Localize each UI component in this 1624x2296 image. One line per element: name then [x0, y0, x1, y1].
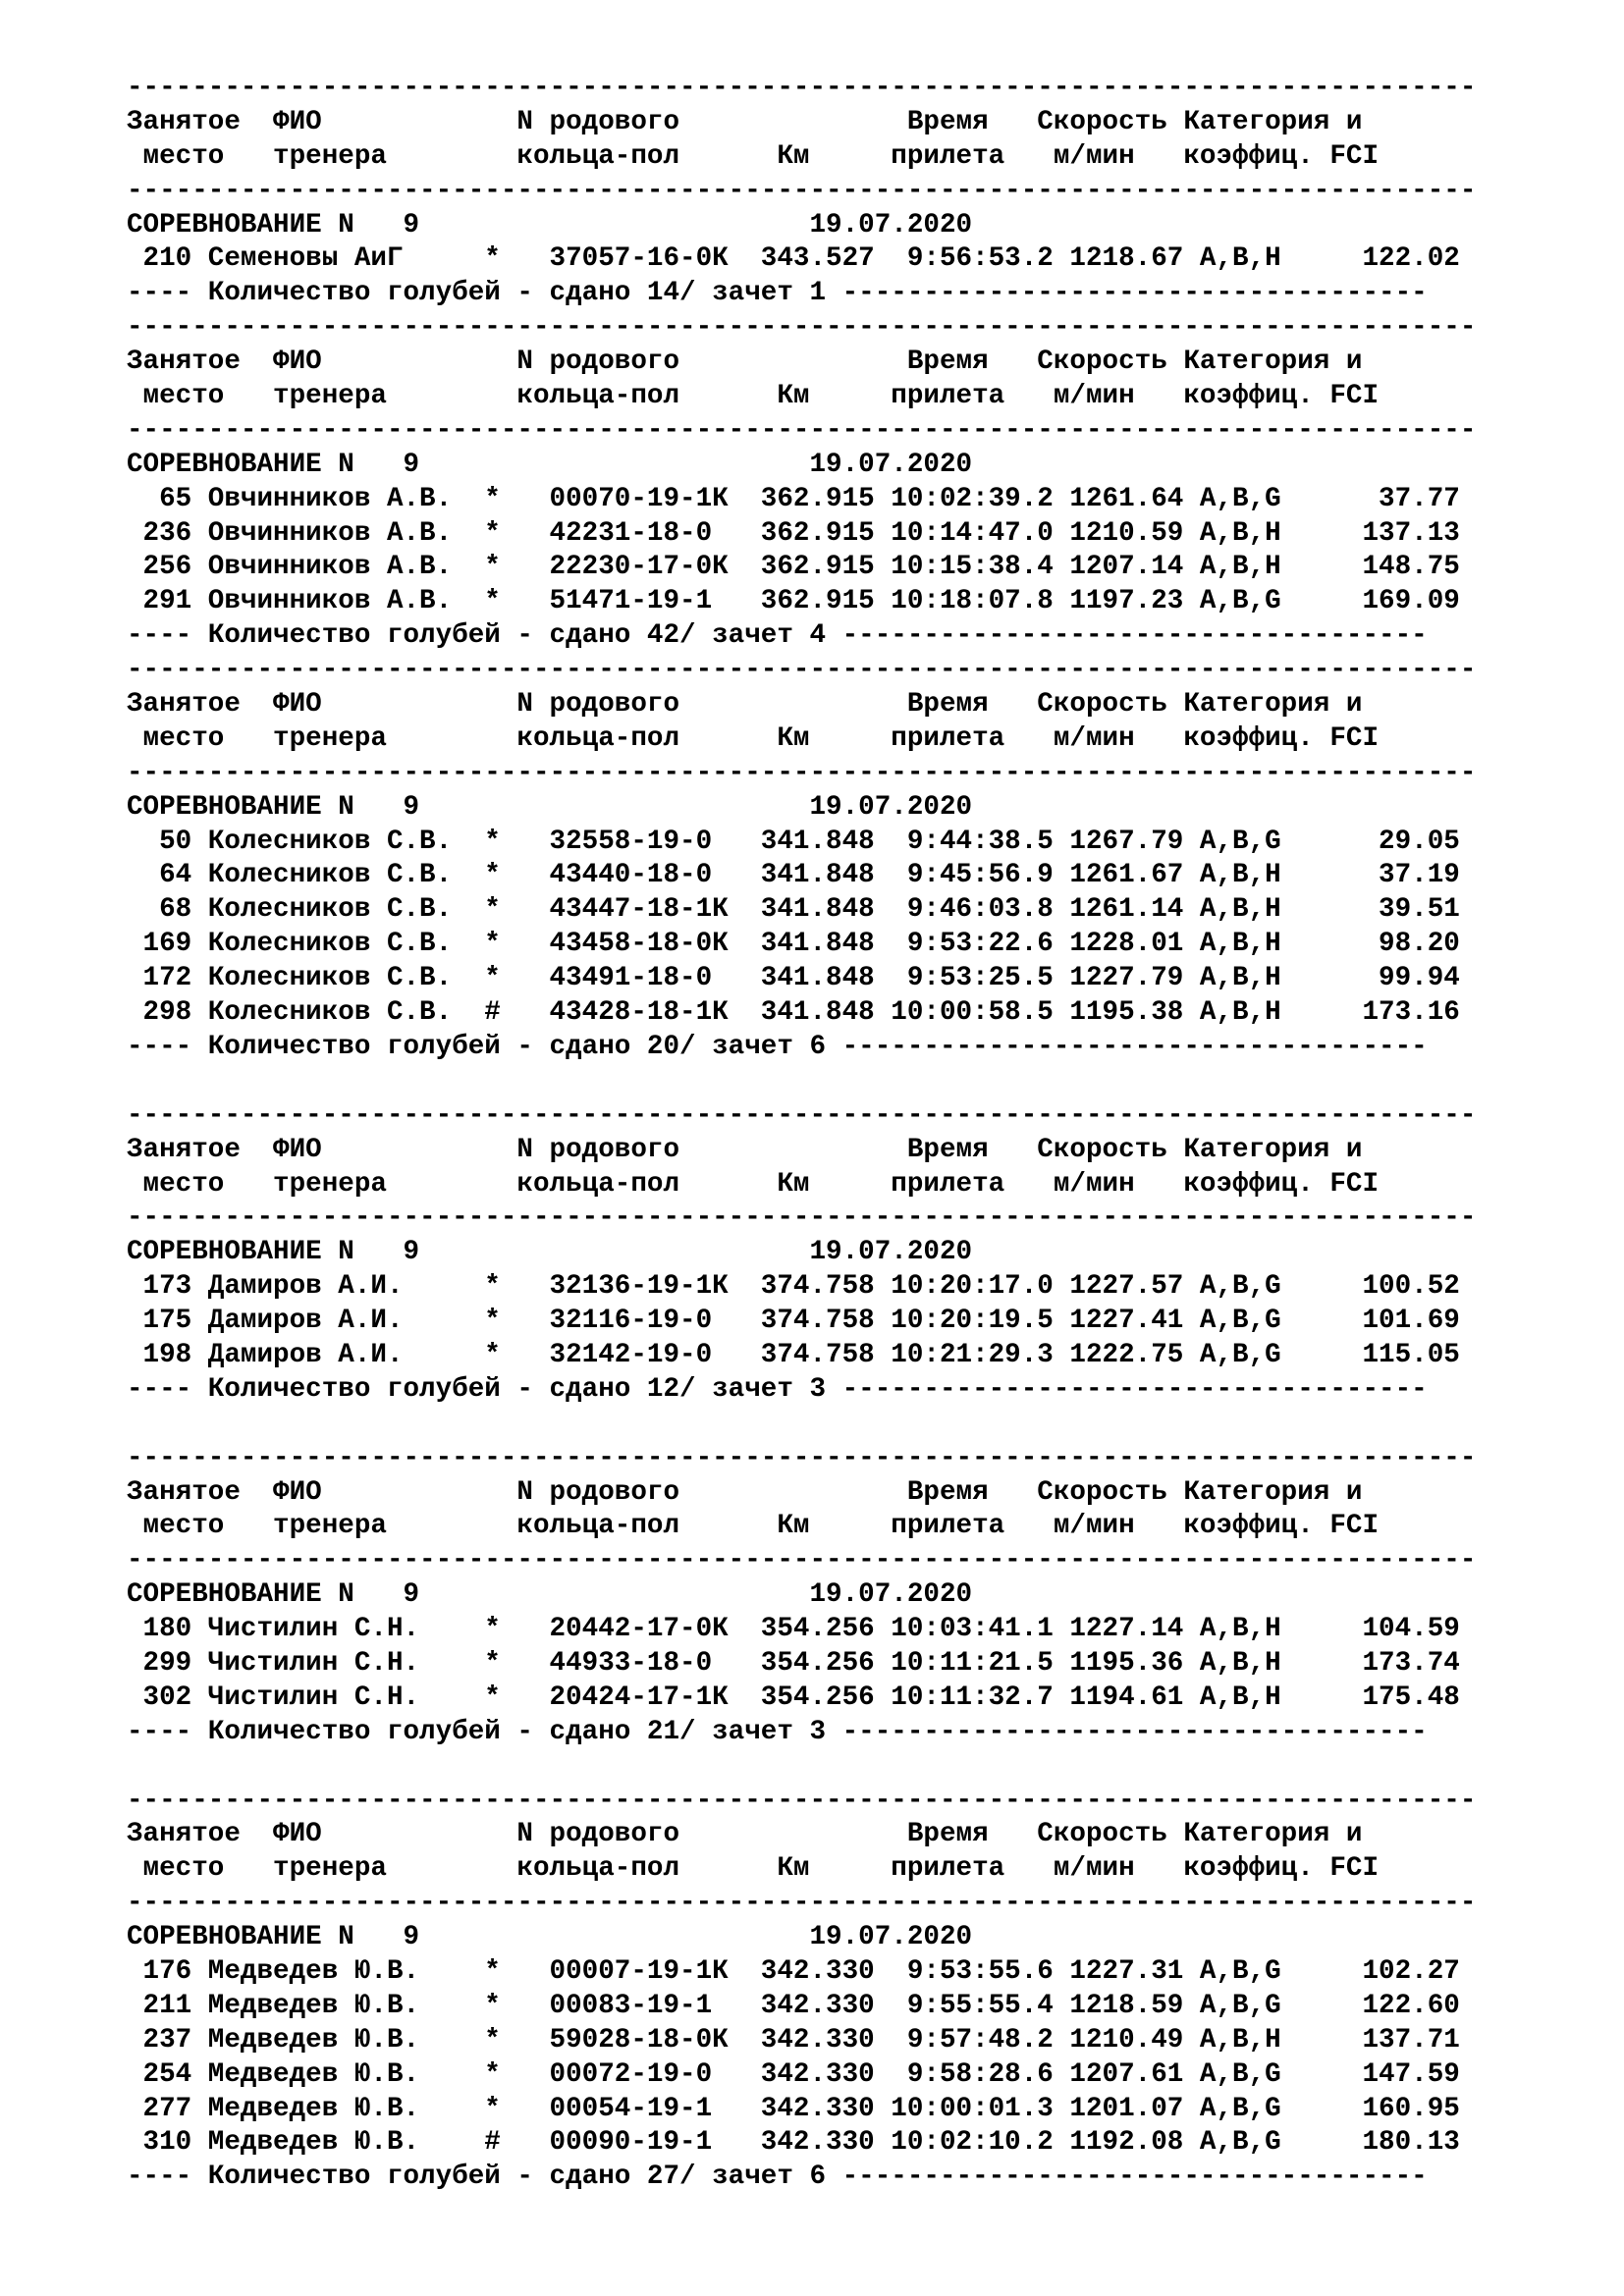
- separator-line: -----------------------------------------------------------------------------------: [127, 1202, 1477, 1234]
- competition-line: СОРЕВНОВАНИЕ N 9 19.07.2020: [127, 1922, 973, 1953]
- column-header-line-2: место тренера кольца-пол Км прилета м/мин коэффиц. FCI: [127, 1168, 1380, 1200]
- blank-line: [127, 1065, 1476, 1099]
- result-row: 176 Медведев Ю.В. * 00007-19-1К 342.330 9:53:55.6 1227.31 A,B,G 102.27: [127, 1955, 1460, 1987]
- blank-line: [127, 1750, 1476, 1785]
- separator-line: -----------------------------------------------------------------------------------: [127, 655, 1477, 686]
- column-header-line-1: Занятое ФИО N родового Время Скорость Категория и: [127, 347, 1363, 378]
- result-row: 50 Колесников С.В. * 32558-19-0 341.848 9:44:38.5 1267.79 A,B,G 29.05: [127, 826, 1460, 857]
- result-row: 254 Медведев Ю.В. * 00072-19-0 342.330 9:58:28.6 1207.61 A,B,G 147.59: [127, 2058, 1460, 2090]
- column-header-line-2: место тренера кольца-пол Км прилета м/мин коэффиц. FCI: [127, 1853, 1380, 1885]
- column-header-line-1: Занятое ФИО N родового Время Скорость Категория и: [127, 1134, 1363, 1165]
- separator-line: -----------------------------------------------------------------------------------: [127, 1442, 1477, 1473]
- competition-line: СОРЕВНОВАНИЕ N 9 19.07.2020: [127, 1579, 973, 1611]
- result-row: 237 Медведев Ю.В. * 59028-18-0К 342.330 9:57:48.2 1210.49 A,B,H 137.71: [127, 2024, 1460, 2056]
- result-row: 198 Дамиров А.И. * 32142-19-0 374.758 10:21:29.3 1222.75 A,B,G 115.05: [127, 1339, 1460, 1370]
- results-report: [127, 72, 1476, 2195]
- result-row: 236 Овчинников А.В. * 42231-18-0 362.915 10:14:47.0 1210.59 A,B,H 137.13: [127, 517, 1460, 549]
- separator-line: -----------------------------------------------------------------------------------: [127, 414, 1477, 446]
- competition-line: СОРЕВНОВАНИЕ N 9 19.07.2020: [127, 449, 973, 480]
- competition-line: СОРЕВНОВАНИЕ N 9 19.07.2020: [127, 1237, 973, 1268]
- summary-line: ---- Количество голубей - сдано 42/ зачет 4 ------------------------------------: [127, 620, 1428, 652]
- separator-line: -----------------------------------------------------------------------------------: [127, 1785, 1477, 1816]
- summary-line: ---- Количество голубей - сдано 14/ зачет 1 ------------------------------------: [127, 278, 1428, 309]
- separator-line: -----------------------------------------------------------------------------------: [127, 1099, 1477, 1131]
- result-row: 64 Колесников С.В. * 43440-18-0 341.848 9:45:56.9 1261.67 A,B,H 37.19: [127, 860, 1460, 891]
- summary-line: ---- Количество голубей - сдано 12/ зачет 3 ------------------------------------: [127, 1373, 1428, 1405]
- separator-line: -----------------------------------------------------------------------------------: [127, 1888, 1477, 1919]
- separator-line: -----------------------------------------------------------------------------------: [127, 73, 1477, 103]
- result-row: 299 Чистилин С.Н. * 44933-18-0 354.256 10:11:21.5 1195.36 A,B,H 173.74: [127, 1647, 1460, 1679]
- competition-line: СОРЕВНОВАНИЕ N 9 19.07.2020: [127, 791, 973, 823]
- result-row: 169 Колесников С.В. * 43458-18-0К 341.848 9:53:22.6 1228.01 A,B,H 98.20: [127, 929, 1460, 960]
- result-row: 173 Дамиров А.И. * 32136-19-1К 374.758 10:20:17.0 1227.57 A,B,G 100.52: [127, 1271, 1460, 1303]
- column-header-line-2: место тренера кольца-пол Км прилета м/мин коэффиц. FCI: [127, 1511, 1380, 1542]
- separator-line: -----------------------------------------------------------------------------------: [127, 757, 1477, 788]
- separator-line: -----------------------------------------------------------------------------------: [127, 175, 1477, 206]
- separator-line: -----------------------------------------------------------------------------------: [127, 1545, 1477, 1576]
- result-row: 68 Колесников С.В. * 43447-18-1К 341.848 9:46:03.8 1261.14 A,B,H 39.51: [127, 894, 1460, 926]
- result-row: 172 Колесников С.В. * 43491-18-0 341.848 9:53:25.5 1227.79 A,B,H 99.94: [127, 963, 1460, 994]
- column-header-line-2: место тренера кольца-пол Км прилета м/мин коэффиц. FCI: [127, 140, 1380, 172]
- blank-line: [127, 1408, 1476, 1442]
- result-row: 302 Чистилин С.Н. * 20424-17-1К 354.256 10:11:32.7 1194.61 A,B,H 175.48: [127, 1682, 1460, 1713]
- separator-line: -----------------------------------------------------------------------------------: [127, 312, 1477, 344]
- column-header-line-1: Занятое ФИО N родового Время Скорость Категория и: [127, 106, 1363, 137]
- competition-line: СОРЕВНОВАНИЕ N 9 19.07.2020: [127, 209, 973, 240]
- column-header-line-2: место тренера кольца-пол Км прилета м/мин коэффиц. FCI: [127, 722, 1380, 754]
- column-header-line-2: место тренера кольца-пол Км прилета м/мин коэффиц. FCI: [127, 381, 1380, 412]
- result-row: 256 Овчинников А.В. * 22230-17-0К 362.915 10:15:38.4 1207.14 A,B,H 148.75: [127, 552, 1460, 583]
- result-row: 291 Овчинников А.В. * 51471-19-1 362.915 10:18:07.8 1197.23 A,B,G 169.09: [127, 586, 1460, 617]
- result-row: 175 Дамиров А.И. * 32116-19-0 374.758 10:20:19.5 1227.41 A,B,G 101.69: [127, 1306, 1460, 1337]
- result-row: 65 Овчинников А.В. * 00070-19-1К 362.915 10:02:39.2 1261.64 A,B,G 37.77: [127, 483, 1460, 514]
- result-row: 210 Семеновы АиГ * 37057-16-0К 343.527 9:56:53.2 1218.67 A,B,H 122.02: [127, 243, 1460, 275]
- result-row: 211 Медведев Ю.В. * 00083-19-1 342.330 9:55:55.4 1218.59 A,B,G 122.60: [127, 1990, 1460, 2021]
- column-header-line-1: Занятое ФИО N родового Время Скорость Категория и: [127, 1819, 1363, 1850]
- result-row: 298 Колесников С.В. # 43428-18-1К 341.848 10:00:58.5 1195.38 A,B,H 173.16: [127, 997, 1460, 1029]
- result-row: 180 Чистилин С.Н. * 20442-17-0К 354.256 10:03:41.1 1227.14 A,B,H 104.59: [127, 1614, 1460, 1645]
- result-row: 310 Медведев Ю.В. # 00090-19-1 342.330 10:02:10.2 1192.08 A,B,G 180.13: [127, 2127, 1460, 2159]
- summary-line: ---- Количество голубей - сдано 27/ зачет 6 ------------------------------------: [127, 2162, 1428, 2193]
- summary-line: ---- Количество голубей - сдано 20/ зачет 6 ------------------------------------: [127, 1031, 1428, 1062]
- summary-line: ---- Количество голубей - сдано 21/ зачет 3 ------------------------------------: [127, 1716, 1428, 1747]
- result-row: 277 Медведев Ю.В. * 00054-19-1 342.330 10:00:01.3 1201.07 A,B,G 160.95: [127, 2093, 1460, 2124]
- column-header-line-1: Занятое ФИО N родового Время Скорость Категория и: [127, 1476, 1363, 1508]
- column-header-line-1: Занятое ФИО N родового Время Скорость Категория и: [127, 689, 1363, 721]
